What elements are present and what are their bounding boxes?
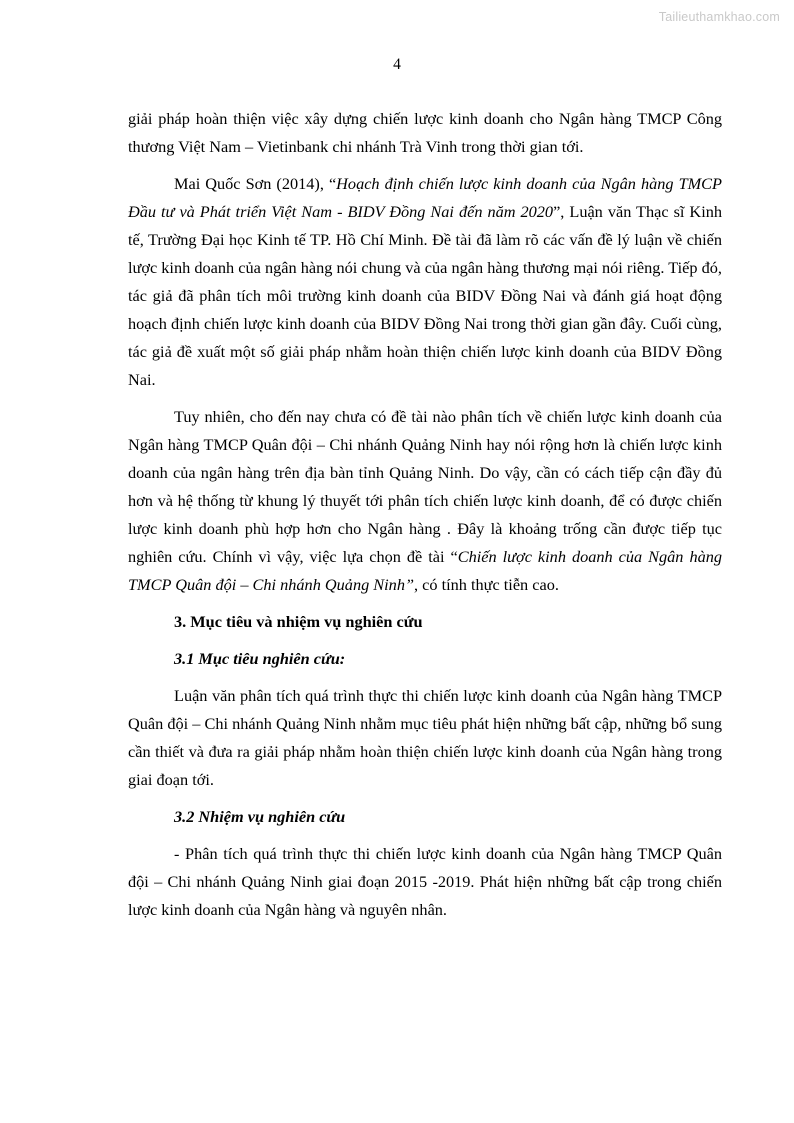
gap-lead: Tuy nhiên, cho đến nay chưa có đề tài nào phân tích về chiến lược kinh doanh của Ngân hàng TMCP Quân đội – Chi nhánh Quảng Ninh hay nói rộng hơn là chiến lược kinh doanh của ngân hàng trên địa bàn tỉnh Quảng Ninh. Do vậy, cần có cách tiếp cận đầy đủ hơn và hệ thống từ khung lý thuyết tới phân tích chiến lược kinh doanh, để có được chiến lược kinh doanh phù hợp hơn cho Ngân hàng . Đây là khoảng trống cần được tiếp tục nghiên cứu. Chính vì vậy, việc lựa chọn đề tài “	[128, 407, 722, 567]
watermark-text: Tailieuthamkhao.com	[658, 10, 780, 24]
thesis-title: Chiến lược kinh doanh của Ngân hàng TMCP Quân đội – Chi nhánh Quảng Ninh”	[128, 547, 723, 595]
page-content	[128, 105, 722, 926]
paragraph-research-gap	[128, 403, 722, 599]
page-number: 4	[393, 56, 401, 73]
citation-rest: ”, Luận văn Thạc sĩ Kinh tế, Trường Đại học Kinh tế TP. Hồ Chí Minh. Đề tài đã làm rõ các vấn đề lý luận về chiến lược kinh doanh của ngân hàng nói chung và của ngân hàng thương mại nói riêng. Tiếp đó, tác giả đã phân tích môi trường kinh doanh của BIDV Đồng Nai và đánh giá hoạt động hoạch định chiến lược kinh doanh của BIDV Đồng Nai trong thời gian gần đây. Cuối cùng, tác giả đề xuất một số giải pháp nhằm hoàn thiện chiến lược kinh doanh của BIDV Đồng Nai.	[128, 202, 722, 390]
section-heading-3-1: 3.1 Mục tiêu nghiên cứu:	[174, 649, 346, 669]
citation-title: Hoạch định chiến lược kinh doanh của Ngân hàng TMCP Đầu tư và Phát triển Việt Nam - BIDV Đồng Nai đến năm 2020	[128, 174, 722, 222]
paragraph-continuation: giải pháp hoàn thiện việc xây dựng chiến lược kinh doanh cho Ngân hàng TMCP Công thương Việt Nam – Vietinbank chi nhánh Trà Vinh trong thời gian tới.	[128, 109, 722, 157]
paragraph-tasks: - Phân tích quá trình thực thi chiến lược kinh doanh của Ngân hàng TMCP Quân đội – Chi nhánh Quảng Ninh giai đoạn 2015 -2019. Phát hiện những bất cập trong chiến lược kinh doanh của Ngân hàng và nguyên nhân.	[128, 844, 722, 920]
section-heading-3: 3. Mục tiêu và nhiệm vụ nghiên cứu	[174, 612, 423, 632]
gap-rest: , có tính thực tiễn cao.	[414, 575, 559, 595]
citation-lead: Mai Quốc Sơn (2014), “	[174, 174, 337, 194]
paragraph-mai-quoc-son	[128, 170, 722, 394]
paragraph-objectives: Luận văn phân tích quá trình thực thi chiến lược kinh doanh của Ngân hàng TMCP Quân đội – Chi nhánh Quảng Ninh nhằm mục tiêu phát hiện những bất cập, những bổ sung cần thiết và đưa ra giải pháp nhằm hoàn thiện chiến lược kinh doanh của Ngân hàng trong giai đoạn tới.	[128, 686, 722, 790]
section-heading-3-2: 3.2 Nhiệm vụ nghiên cứu	[174, 807, 346, 827]
